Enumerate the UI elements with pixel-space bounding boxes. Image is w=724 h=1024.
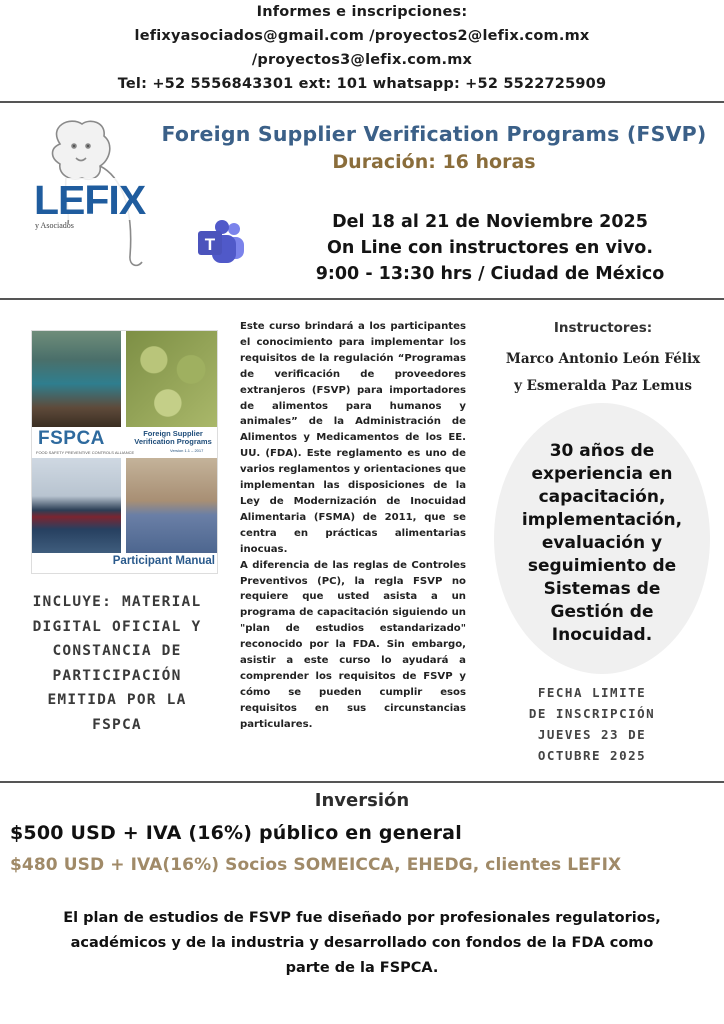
registration-deadline — [496, 682, 688, 766]
experience-line: seguimiento de — [527, 556, 677, 576]
contact-title: Informes e inscripciones: — [256, 4, 468, 20]
experience-line: experiencia en — [531, 464, 673, 484]
course-modality: On Line con instructores en vivo. — [327, 238, 653, 258]
divider — [0, 298, 724, 300]
description-paragraph: A diferencia de las reglas de Controles Preventivos (PC), la regla FSVP no requiere que usted asista a un programa de capacitación siguiendo un "plan de estudios estandarizado" reconocido por la FDA. Sin embargo, asistir a este curso lo ayudará a comprender los requisitos de FSVP y cómo se pueden cumplir esos requisitos en sus circunstancias particulares. — [240, 559, 466, 730]
footer-line: académicos y de la industria y desarrollado con fondos de la FDA como — [70, 935, 654, 951]
course-time-location: 9:00 - 13:30 hrs / Ciudad de México — [315, 264, 665, 284]
logo-wordmark: LEFIX — [34, 177, 146, 223]
manual-title: Foreign Supplier Verification Programs — [134, 429, 212, 446]
experience-line: Sistemas de — [543, 579, 661, 599]
price-members: $480 USD + IVA(16%) Socios SOMEICCA, EHEDG, clientes LEFIX — [10, 855, 622, 875]
course-schedule — [258, 209, 722, 287]
course-dates: Del 18 al 21 de Noviembre 2025 — [332, 212, 648, 232]
includes-line: CONSTANCIA DE — [52, 643, 182, 659]
contact-emails: lefixyasociados@gmail.com /proyectos2@lefix.com.mx — [134, 28, 590, 44]
instructor-name: Marco Antonio León Félix — [505, 351, 701, 367]
investment-title: Inversión — [314, 790, 410, 811]
lefix-logo — [30, 116, 150, 272]
experience-line: implementación, — [521, 510, 683, 530]
divider — [0, 101, 724, 103]
fspca-subtitle: FOOD SAFETY PREVENTIVE CONTROLS ALLIANCE — [36, 450, 135, 455]
footer-line: parte de la FSPCA. — [285, 960, 439, 976]
deadline-line: OCTUBRE 2025 — [537, 748, 647, 763]
experience-line: 30 años de — [549, 441, 655, 461]
price-general: $500 USD + IVA (16%) público en general — [10, 822, 462, 844]
course-description — [240, 319, 466, 733]
classroom-image — [126, 458, 218, 553]
cargo-ship-image — [32, 458, 121, 553]
instructor-name: y Esmeralda Paz Lemus — [514, 378, 692, 394]
includes-note — [8, 590, 226, 737]
instructors-label: Instructores: — [553, 320, 653, 336]
includes-line: PARTICIPACIÓN — [52, 667, 182, 684]
contact-phone: Tel: +52 5556843301 ext: 101 whatsapp: +52 5522725909 — [117, 76, 607, 92]
footer-line: El plan de estudios de FSVP fue diseñado por profesionales regulatorios, — [63, 910, 661, 926]
microsoft-teams-icon — [196, 219, 248, 265]
experience-line: Inocuidad. — [551, 625, 653, 645]
experience-line: capacitación, — [538, 487, 666, 507]
course-title: Foreign Supplier Verification Programs (FSVP) — [161, 122, 707, 146]
contact-header — [0, 0, 724, 102]
experience-line: Gestión de — [550, 602, 654, 622]
experience-text — [502, 440, 702, 647]
includes-line: DIGITAL OFICIAL Y — [32, 618, 202, 635]
instructors-names — [490, 346, 716, 400]
divider — [0, 781, 724, 783]
contact-email-2: /proyectos3@lefix.com.mx — [251, 52, 473, 68]
manual-version: Version 1.1 – 2017 — [170, 448, 204, 453]
includes-line: FSPCA — [92, 716, 142, 733]
fspca-logo: FSPCA — [38, 428, 105, 449]
includes-line: EMITIDA POR LA — [47, 692, 187, 708]
spice-jars-image — [32, 331, 121, 427]
description-paragraph: Este curso brindará a los participantes el conocimiento para implementar los requisitos de la regulación “Programas de verificación de proveedores extranjeros (FSVP) para importadores de alimentos para humanos y animales” de la Administración de Alimentos y Medicamentos de los EE. UU. (FDA). Este reglamento es uno de varios reglamentos y orientaciones que implementan las disposiciones de la Ley de Modernización de Inocuidad Alimentaria (FSMA) de 2011, que se centra en prácticas alimentarias inocuas. — [240, 321, 466, 555]
svg-text:T: T — [204, 235, 216, 254]
deadline-line: FECHA LIMITE — [537, 685, 647, 700]
manual-footer: Participant Manual — [112, 555, 215, 567]
deadline-line: JUEVES 23 DE — [537, 727, 647, 742]
deadline-line: DE INSCRIPCIÓN — [528, 706, 656, 721]
participant-manual-cover — [31, 330, 218, 574]
course-duration: Duración: 16 horas — [332, 151, 536, 173]
experience-line: evaluación y — [541, 533, 663, 553]
includes-line: INCLUYE: MATERIAL — [32, 594, 202, 610]
green-beans-image — [126, 331, 218, 427]
logo-subtext: y Asociados — [35, 221, 74, 230]
footer-note — [20, 906, 704, 981]
